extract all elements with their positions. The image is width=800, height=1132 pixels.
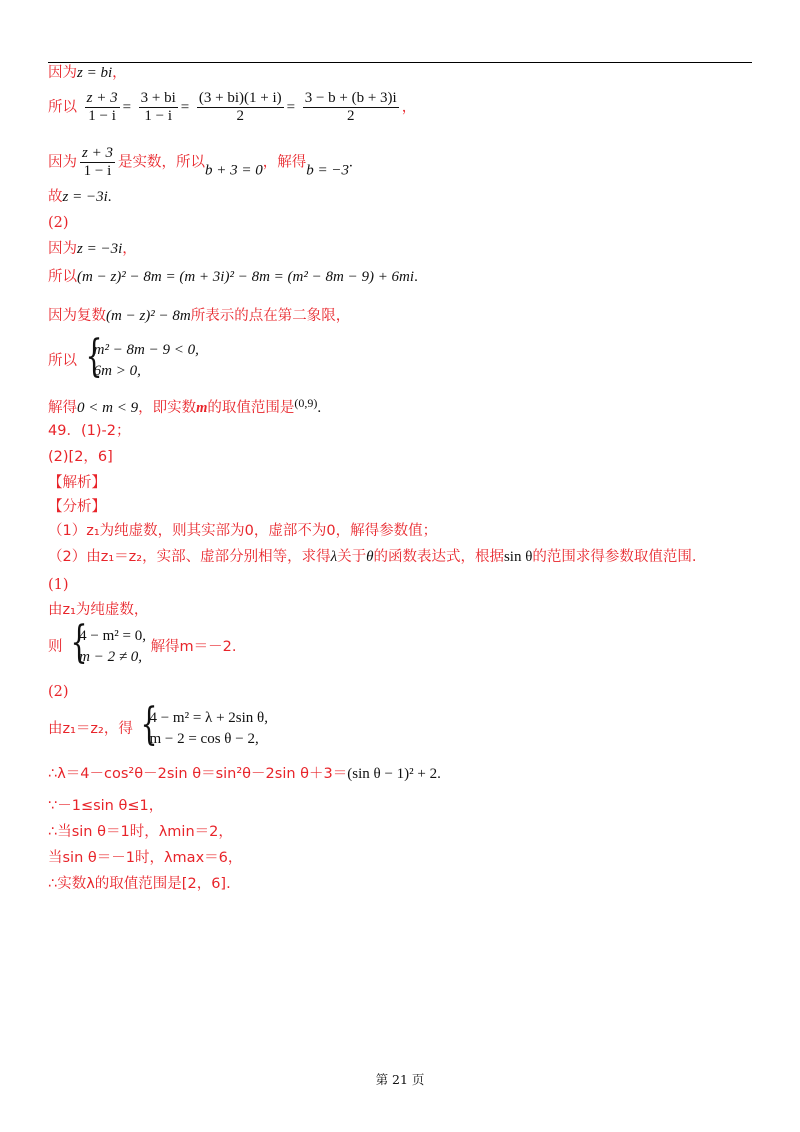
system-row: m − 2 ≠ 0, [79,649,143,665]
text: 故 [48,189,63,205]
equation-system [82,331,199,382]
line-21 [48,699,268,750]
equals: = [180,99,190,116]
text: ，解得 [262,154,307,171]
numerator: 3 − b + (b + 3)i [304,90,397,106]
text: 则 [48,639,63,655]
text: 解得m＝－2. [150,639,237,655]
part-label: (2) [48,215,69,231]
line-2 [48,90,416,125]
math: b + 3 = 0 [204,162,263,179]
header-rule [48,62,752,63]
equation-system [67,617,146,668]
solution-line: 当sin θ＝－1时，λmax＝6， [48,850,243,866]
text: 是实数，所以 [117,154,205,171]
system-row: 6m > 0, [93,363,141,379]
section-jiexi: 【解析】 [48,475,106,491]
page-number: 第 21 页 [375,1072,425,1087]
denominator: 1 − i [83,163,112,179]
text: ， [122,241,137,257]
math: (m − z)² − 8m = (m + 3i)² − 8m = (m² − 8m − 9) + 6mi [77,269,415,285]
text: ， [401,99,417,116]
numerator: z + 3 [82,145,113,161]
text: 关于 [337,549,367,565]
text: . [437,766,441,782]
text: ， [112,65,127,81]
math: z = −3i [77,241,123,257]
line-7 [48,268,418,286]
text: 解得 [48,400,77,416]
equals: = [122,99,132,116]
math: (sin θ − 1)² + 2 [347,766,438,782]
analysis-1: （1）z₁为纯虚数，则其实部为0，虚部不为0，解得参数值； [48,523,438,539]
numerator: (3 + bi)(1 + i) [198,90,282,106]
text: ，即实数 [138,400,197,416]
text: 因为 [48,241,77,257]
fraction [197,90,284,125]
fraction [139,90,178,125]
text: . [107,189,112,205]
denominator: 1 − i [88,108,116,124]
math: (0,9) [294,396,318,410]
answer-49-2: (2)[2，6] [48,449,113,465]
solution-line: ∴实数λ的取值范围是[2，6]. [48,876,231,892]
text: 的取值范围是 [207,400,295,416]
text: ∴λ＝4－cos²θ－2sin θ＝sin²θ－2sin θ＋3＝ [48,766,348,782]
solution-line: ∴当sin θ＝1时，λmin＝2， [48,824,233,840]
section-fenxi: 【分析】 [48,499,106,515]
denominator: 1 − i [144,108,173,124]
system-row: m − 2 = cos θ − 2, [149,731,259,747]
fraction [80,145,115,180]
math: θ [366,549,374,565]
math: m [196,400,208,416]
equals: = [286,99,296,116]
line-10 [48,394,321,417]
part-label: (2) [48,684,69,700]
text: 所表示的点在第二象限， [190,308,351,324]
text: 因为 [48,154,77,171]
line-6 [48,240,137,258]
system-row: m² − 8m − 9 < 0, [93,342,199,358]
math: λ [330,549,338,565]
text: 所以 [48,353,77,369]
line-4 [48,188,112,206]
text: 因为 [48,65,77,81]
text: （2）由z₁＝z₂，实部、虚部分别相等，求得 [48,549,331,565]
solution-line: ∵－1≤sin θ≤1， [48,798,164,814]
system-row: 4 − m² = λ + 2sin θ, [149,710,268,726]
fraction [85,90,120,125]
line-3 [48,145,353,180]
line-9 [48,331,199,382]
line-8 [48,307,350,325]
fraction [303,90,399,125]
brace: { [141,699,158,750]
math: sin θ [503,549,533,565]
line-1 [48,64,127,82]
text: 所以 [48,99,77,116]
brace: { [85,331,103,382]
text: 因为复数 [48,308,106,324]
text: 的函数表达式，根据 [373,549,504,565]
brace: { [70,617,88,668]
math: (m − z)² − 8m [106,308,191,324]
denominator: 2 [236,108,244,124]
numerator: z + 3 [86,90,118,106]
line-19 [48,617,237,668]
equation-system [137,699,268,750]
text: . [348,154,353,171]
line-22 [48,765,441,783]
text: 由z₁＝z₂，得 [48,721,133,737]
text: 所以 [48,269,77,285]
math: b = −3 [306,162,349,179]
numerator: 3 + bi [140,90,176,106]
part-label: (1) [48,577,69,593]
math: z = bi [77,65,113,81]
solution-line: 由z₁为纯虚数， [48,602,149,618]
answer-49-1: 49．(1)-2； [48,423,131,439]
text: . [414,269,418,285]
text: 的范围求得参数取值范围. [532,549,697,565]
math: 0 < m < 9 [77,400,139,416]
denominator: 2 [346,108,355,124]
text: . [317,400,322,416]
analysis-2 [48,548,697,566]
math: z = −3i [62,189,108,205]
system-row: 4 − m² = 0, [79,628,146,644]
